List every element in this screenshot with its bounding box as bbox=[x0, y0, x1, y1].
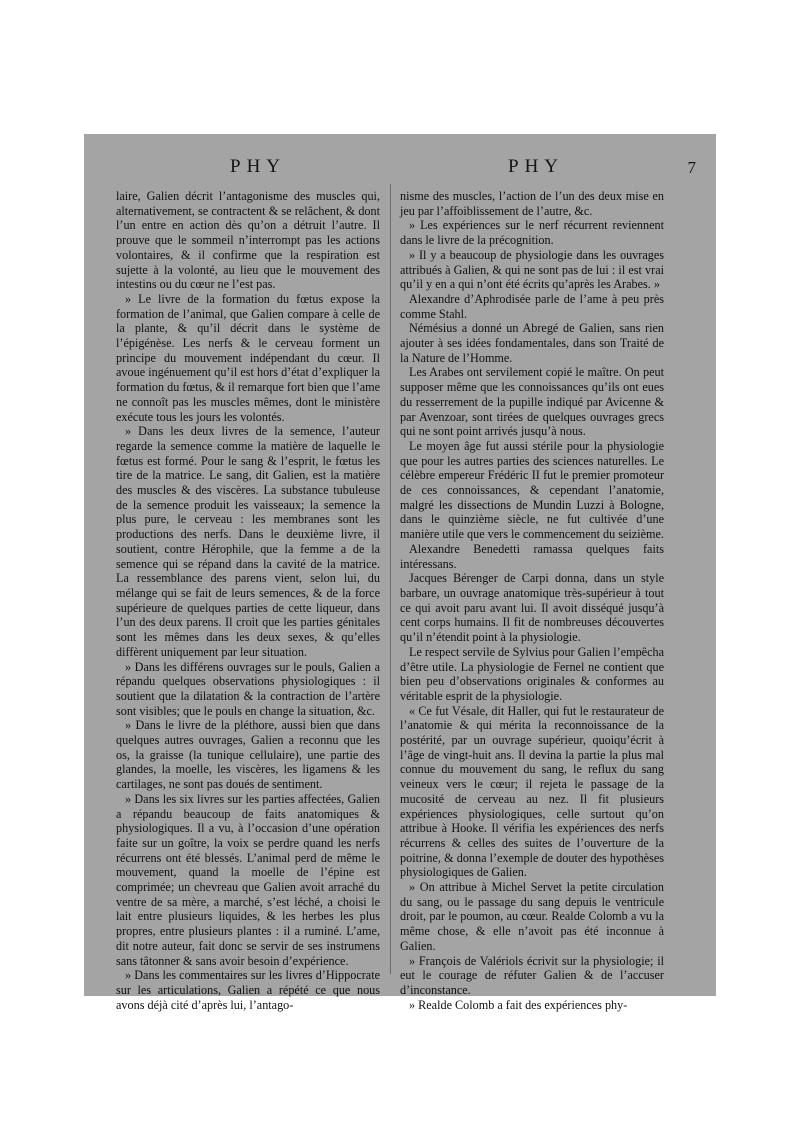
left-column bbox=[116, 189, 380, 1012]
column-divider bbox=[390, 184, 391, 974]
paragraph: » Dans le livre de la pléthore, aussi bien que dans quelques autres ouvrages, Galien a reconnu que les os, la graisse (la tunique cellulaire), une partie des glandes, la moelle, les viscères, les ligamens & les cartilages, ne sont pas doués de sentiment. bbox=[116, 718, 380, 792]
paragraph: » Dans les deux livres de la semence, l’auteur regarde la semence comme la matière de laquelle le fœtus est formé. Pour le sang & l’esprit, le fœtus les tire de la matrice. Le sang, dit Galien, est la matière des muscles & des viscères. La substance tubuleuse de la semence produit les vaisseaux; la semence la plus pure, le cerveau : les membranes sont les productions des nerfs. Dans le deuxième livre, il soutient, contre Hérophile, que la femme a de la semence qui se répand dans la cavité de la matrice. La ressemblance des parens vient, selon lui, du mélange qui se fait de leurs semences, & de la force supérieure de quelques parties de cette liqueur, dans l’un des deux parens. Il croit que les parties génitales sont les mêmes dans les deux sexes, & qu’elles diffèrent uniquement par leur situation. bbox=[116, 424, 380, 659]
scanned-page bbox=[84, 134, 716, 1012]
paragraph: » Dans les différens ouvrages sur le pouls, Galien a répandu quelques observations physiologiques : il soutient que la dilatation & la contraction de l’artère sont visibles; que le pouls en change la situation, &c. bbox=[116, 659, 380, 718]
paragraph: Jacques Bérenger de Carpi donna, dans un style barbare, un ouvrage anatomique très-supérieur à tout ce qui avoit paru avant lui. Il avoit disséqué jusqu’à cent corps humains. Il fit de nombreuses découvertes qu’il n’étendit point à la physiologie. bbox=[400, 571, 664, 645]
paragraph: Le respect servile de Sylvius pour Galien l’empêcha d’être utile. La physiologie de Fernel ne contient que bien peu d’observations originales & conformes au véritable esprit de la physiologie. bbox=[400, 644, 664, 703]
paragraph: » Il y a beaucoup de physiologie dans les ouvrages attribués à Galien, & qui ne sont pas de lui : il est vrai qu’il y en a qui n’ont été écrits qu’après les Arabes. » bbox=[400, 247, 664, 292]
paragraph: « Ce fut Vésale, dit Haller, qui fut le restaurateur de l’anatomie & qui mérita la reconnoissance de la postérité, par un ouvrage supérieur, quoiqu’écrit à l’âge de vingt-huit ans. Il devina la partie la plus mal connue du mouvement du sang, le reflux du sang veineux vers le cœur; il rejeta le passage de la mucosité de cerveau au nez. Il fit plusieurs expériences physiologiques, celle surtout qu’on attribue à Hooke. Il vérifia les expériences des nerfs récurrens & celles des suites de l’ouverture de la poitrine, & donna l’exemple de douter des hypothèses physiologiques de Galien. bbox=[400, 703, 664, 880]
paragraph: » Realde Colomb a fait des expériences phy- bbox=[409, 997, 628, 1012]
paragraph: Les Arabes ont servilement copié le maître. On peut supposer même que les connoissances qu’ils ont eues du resserrement de la pupille indiqué par Avicenne & par Avenzoar, sont tirées de quelques ouvrages grecs qui ne sont point arrivés jusqu’à nous. bbox=[400, 365, 664, 439]
paragraph: » Dans les commentaires sur les livres d’Hippocrate sur les articulations, Galien a répété ce que nous avons déjà cité d’après lui, l’antago- bbox=[116, 968, 380, 1012]
paragraph: Alexandre d’Aphrodisée parle de l’ame à peu près comme Stahl. bbox=[400, 291, 664, 321]
paragraph: » Les expériences sur le nerf récurrent reviennent dans le livre de la précognition. bbox=[400, 218, 664, 248]
paragraph: » Le livre de la formation du fœtus expose la formation de l’animal, que Galien compare à celle de la plante, & qu’il décrit dans le système de l’épigénèse. Les nerfs & le cerveau forment un principe du mouvement indépendant du cœur. Il avoue ingénuement qu’il est hors d’état d’expliquer la formation du fœtus, & il remarque fort bien que l’ame ne connoît pas les muscles mêmes, dont le ministère exécute tous les jours les volontés. bbox=[116, 291, 380, 424]
running-header-left: PHY bbox=[230, 156, 287, 177]
right-column bbox=[400, 189, 664, 1012]
paragraph: nisme des muscles, l’action de l’un des deux mise en jeu par l’affoiblissement de l’autre, &c. bbox=[400, 189, 664, 218]
paragraph: » Dans les six livres sur les parties affectées, Galien a répandu beaucoup de faits anatomiques & physiologiques. Il a vu, à l’occasion d’une opération faite sur un goître, la voix se perdre quand les nerfs récurrens ont été blessés. L’animal perd de même le mouvement, quand la moelle de l’épine est comprimée; un chevreau que Galien avoit arraché du ventre de sa mère, a marché, s’est léché, a choisi le lait entre plusieurs liquides, & les herbes les plus propres, entre plusieurs plantes : il a ruminé. L’ame, dit notre auteur, fait donc se servir de ses instrumens sans tâtonner & sans avoir besoin d’expérience. bbox=[116, 791, 380, 968]
paragraph: Némésius a donné un Abregé de Galien, sans rien ajouter à ses idées fondamentales, dans son Traité de la Nature de l’Homme. bbox=[400, 321, 664, 365]
paragraph: laire, Galien décrit l’antagonisme des muscles qui, alternativement, se contractent & se relâchent, & dont l’un entre en action dès qu’on a détruit l’autre. Il prouve que le sommeil n’interrompt pas les actions volontaires, & il confirme que la respiration est sujette à la volonté, au lieu que le mouvement des intestins ou du cœur ne l’est pas. bbox=[116, 189, 380, 292]
paragraph: Le moyen âge fut aussi stérile pour la physiologie que pour les autres parties des sciences naturelles. Le célèbre empereur Frédéric II fut le premier promoteur de ces connoissances, & cependant l’anatomie, malgré les dissections de Mundin Luzzi à Bologne, dans le quinzième siècle, ne fut cultivée d’une manière utile que vers le commencement du seizième. bbox=[400, 438, 664, 542]
page-number: 7 bbox=[687, 158, 696, 177]
paragraph: » François de Valériols écrivit sur la physiologie; il eut le courage de réfuter Galien & de l’accuser d’inconstance. bbox=[400, 953, 664, 997]
paragraph: Alexandre Benedetti ramassa quelques faits intéressans. bbox=[400, 541, 664, 571]
running-header-right: PHY bbox=[508, 156, 565, 177]
paragraph: » On attribue à Michel Servet la petite circulation du sang, ou le passage du sang depuis le ventricule droit, par le poumon, au cœur. Realde Colomb a vu la même chose, & elle n’avoit pas été inconnue à Galien. bbox=[400, 880, 664, 953]
